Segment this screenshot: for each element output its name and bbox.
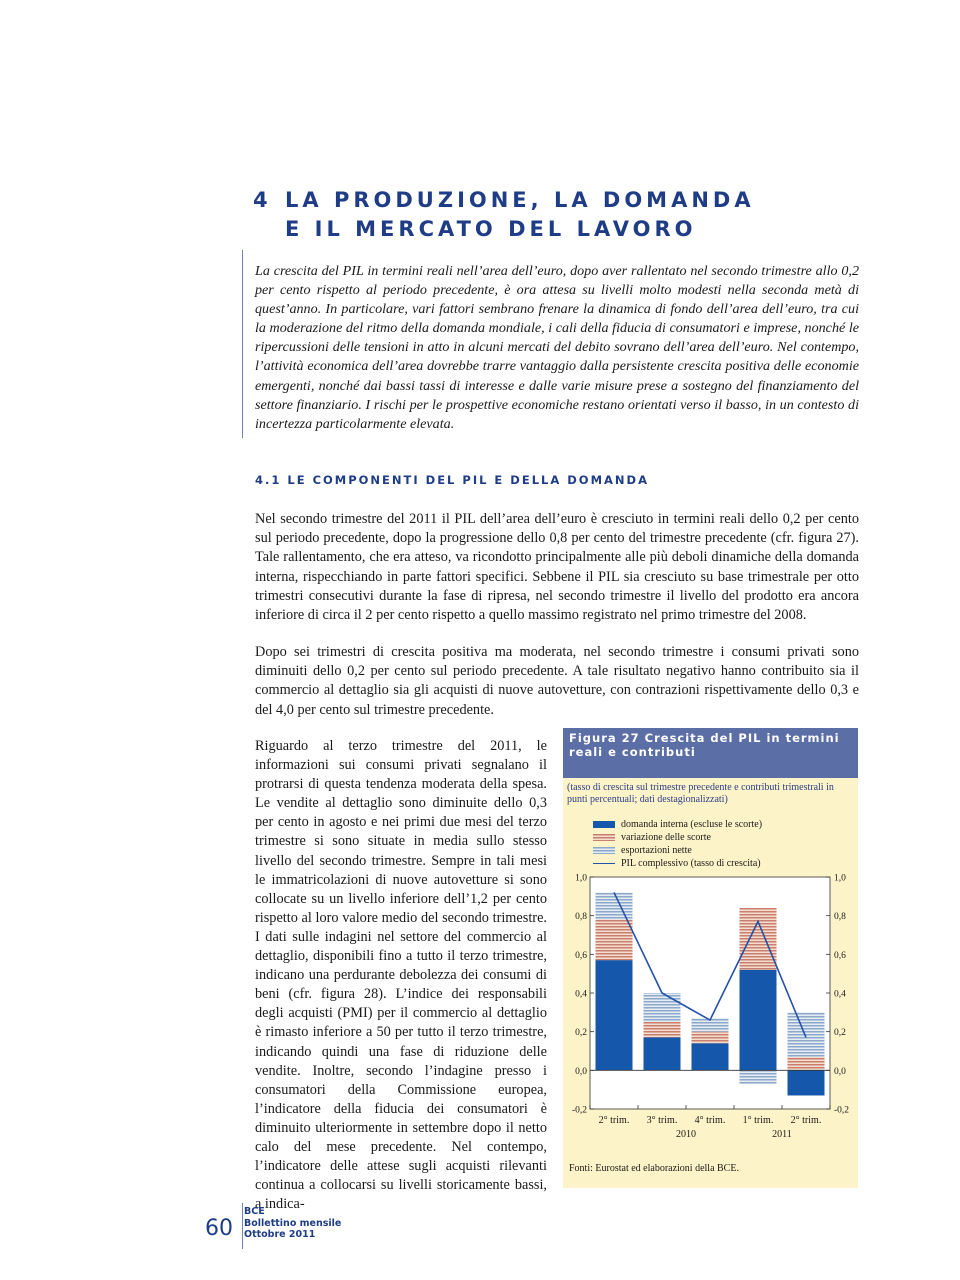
y-tick-left: 0,2: [575, 1028, 587, 1039]
y-tick-right: 0,0: [834, 1066, 846, 1077]
bar-domestic-4: [740, 970, 777, 1071]
footer-line-1: BCE: [244, 1206, 265, 1217]
y-tick-right: 0,2: [834, 1028, 846, 1039]
footer-rule: [242, 1203, 243, 1249]
footer-line-2: Bollettino mensile: [244, 1217, 342, 1229]
bar-exports-1: [596, 892, 633, 919]
figure-27: [563, 728, 858, 1188]
chapter-title-line2: E IL MERCATO DEL LAVORO: [285, 217, 697, 241]
abstract-rule: [242, 250, 243, 438]
bar-domestic-1: [596, 960, 633, 1070]
bar-stocks-1: [596, 920, 633, 961]
bar-stocks-4: [740, 908, 777, 970]
footer-publication: [244, 1206, 341, 1241]
figure-subtitle: (tasso di crescita sul trimestre precedente e contributi trimestrali in punti percentuali; dati destagionalizzati): [567, 782, 834, 805]
y-tick-left: 0,4: [575, 989, 587, 1000]
bar-stocks-5: [788, 1057, 825, 1071]
gdp-contributions-chart: [563, 728, 858, 1158]
y-tick-right: 0,8: [834, 912, 846, 923]
x-tick-label-2: 3° trim.: [646, 1115, 678, 1126]
x-tick-label-4: 1° trim.: [742, 1115, 774, 1126]
page-number: 60: [205, 1216, 233, 1241]
figure-title: Figura 27 Crescita del PIL in termini reali e contributi: [563, 728, 858, 778]
x-tick-label-3: 4° trim.: [694, 1115, 726, 1126]
bar-domestic-5: [788, 1070, 825, 1095]
y-tick-left: 0,0: [575, 1066, 587, 1077]
body-paragraph-2: Dopo sei trimestri di crescita positiva ma moderata, nel secondo trimestre i consumi privati sono diminuiti dello 0,2 per cento sul periodo precedente. A tale risultato negativo hanno contribuito sia il commercio al dettaglio sia gli acquisti di nuove autovetture, con contrazioni rispettivamente dello 0,3 e del 4,0 per cento sul trimestre precedente.: [255, 644, 859, 718]
column-paragraph: Riguardo al terzo trimestre del 2011, le informazioni sui consumi privati segnalano il protrarsi di questa tendenza moderata della spesa. Le vendite al dettaglio sono diminuite dello 0,3 per cento in agosto e nei primi due mesi del terzo trimestre si sono situate in media sullo stesso livello del secondo trimestre. Sempre in tali mesi le immatricolazioni di nuove autovetture si sono collocate su un livello inferiore dell’1,2 per cento rispetto al loro valore medio del secondo trimestre. I dati sulle indagini nel settore del commercio al dettaglio, disponibili fino a tutto il terzo trimestre, indicano una perdurante debolezza dei consumi di beni (cfr. figura 28). L’indice dei responsabili degli acquisti (PMI) per il commercio al dettaglio è rimasto inferiore a 50 per tutto il terzo trimestre, indicando quindi una fase di riduzione delle vendite. Inoltre, secondo l’indagine presso i consumatori della Commissione europea, l’indicatore della fiducia dei consumatori è diminuito ulteriormente in settembre dopo il netto calo del mese precedente. Nel contempo, l’indicatore delle attese sugli acquisti rilevanti continua a collocarsi su livelli storicamente bassi, a indica-: [255, 738, 547, 1213]
bar-stocks-2: [644, 1022, 681, 1037]
y-tick-right: -0,2: [834, 1105, 850, 1116]
y-tick-right: 0,6: [834, 950, 846, 961]
bar-stocks-3: [692, 1032, 729, 1044]
y-tick-right: 0,4: [834, 989, 846, 1000]
y-tick-left: -0,2: [571, 1105, 587, 1116]
y-tick-left: 1,0: [575, 873, 587, 884]
legend-label-domestic: domanda interna (escluse le scorte): [621, 819, 763, 830]
x-year-label-2010: 2010: [676, 1129, 696, 1140]
bar-exports-2: [644, 993, 681, 1022]
chapter-abstract: La crescita del PIL in termini reali nell’area dell’euro, dopo aver rallentato nel secondo trimestre allo 0,2 per cento rispetto al periodo precedente, è ora attesa su livelli molto modesti nella seconda metà di quest’anno. In particolare, vari fattori sembrano frenare la dinamica di fondo dell’area dell’euro, tra cui la moderazione del ritmo della domanda mondiale, i cali della fiducia di consumatori e imprese, nonché le ripercussioni delle tensioni in atto in alcuni mercati del debito sovrano dell’area dell’euro. Nel contempo, l’attività economica dell’area dovrebbe trarre vantaggio dalla persistente crescita positiva delle economie emergenti, nonché dai bassi tassi di interesse e dalle varie misure prese a sostegno del finanziamento del settore finanziario. I rischi per le prospettive economiche restano orientati verso il basso, in un contesto di incertezza particolarmente elevata.: [255, 263, 859, 432]
footer-line-3: Ottobre 2011: [244, 1229, 316, 1240]
legend-label-exports: esportazioni nette: [621, 845, 692, 856]
chapter-title-line1: LA PRODUZIONE, LA DOMANDA: [285, 188, 755, 212]
y-tick-left: 0,8: [575, 912, 587, 923]
figure-source: Fonti: Eurostat ed elaborazioni della BCE.: [569, 1163, 739, 1174]
bar-domestic-2: [644, 1037, 681, 1070]
section-title: 4.1 LE COMPONENTI DEL PIL E DELLA DOMANDA: [255, 473, 649, 487]
bar-domestic-3: [692, 1043, 729, 1070]
bar-exports-4: [740, 1070, 777, 1084]
y-tick-left: 0,6: [575, 950, 587, 961]
bar-exports-5: [788, 1012, 825, 1056]
body-paragraph-1: Nel secondo trimestre del 2011 il PIL dell’area dell’euro è cresciuto in termini reali dello 0,2 per cento sul periodo precedente, dopo la progressione dello 0,8 per cento del trimestre precedente (cfr. figura 27). Tale rallentamento, che era atteso, va ricondotto principalmente alle più deboli dinamiche della domanda interna, rispecchiando in parte fattori specifici. Sebbene il PIL sia cresciuto su base trimestrale per otto trimestri consecutivi durante la fase di ripresa, nel secondo trimestre il livello del prodotto era ancora inferiore di circa il 2 per cento rispetto a quello massimo registrato nel primo trimestre del 2008.: [255, 511, 859, 624]
legend-label-stocks: variazione delle scorte: [621, 832, 711, 843]
chapter-title: [253, 186, 755, 244]
y-tick-right: 1,0: [834, 873, 846, 884]
legend-label-gdp: PIL complessivo (tasso di crescita): [621, 858, 761, 869]
x-year-label-2011: 2011: [772, 1129, 792, 1140]
chapter-number: 4: [253, 188, 272, 212]
x-tick-label-1: 2° trim.: [598, 1115, 630, 1126]
x-tick-label-5: 2° trim.: [790, 1115, 822, 1126]
